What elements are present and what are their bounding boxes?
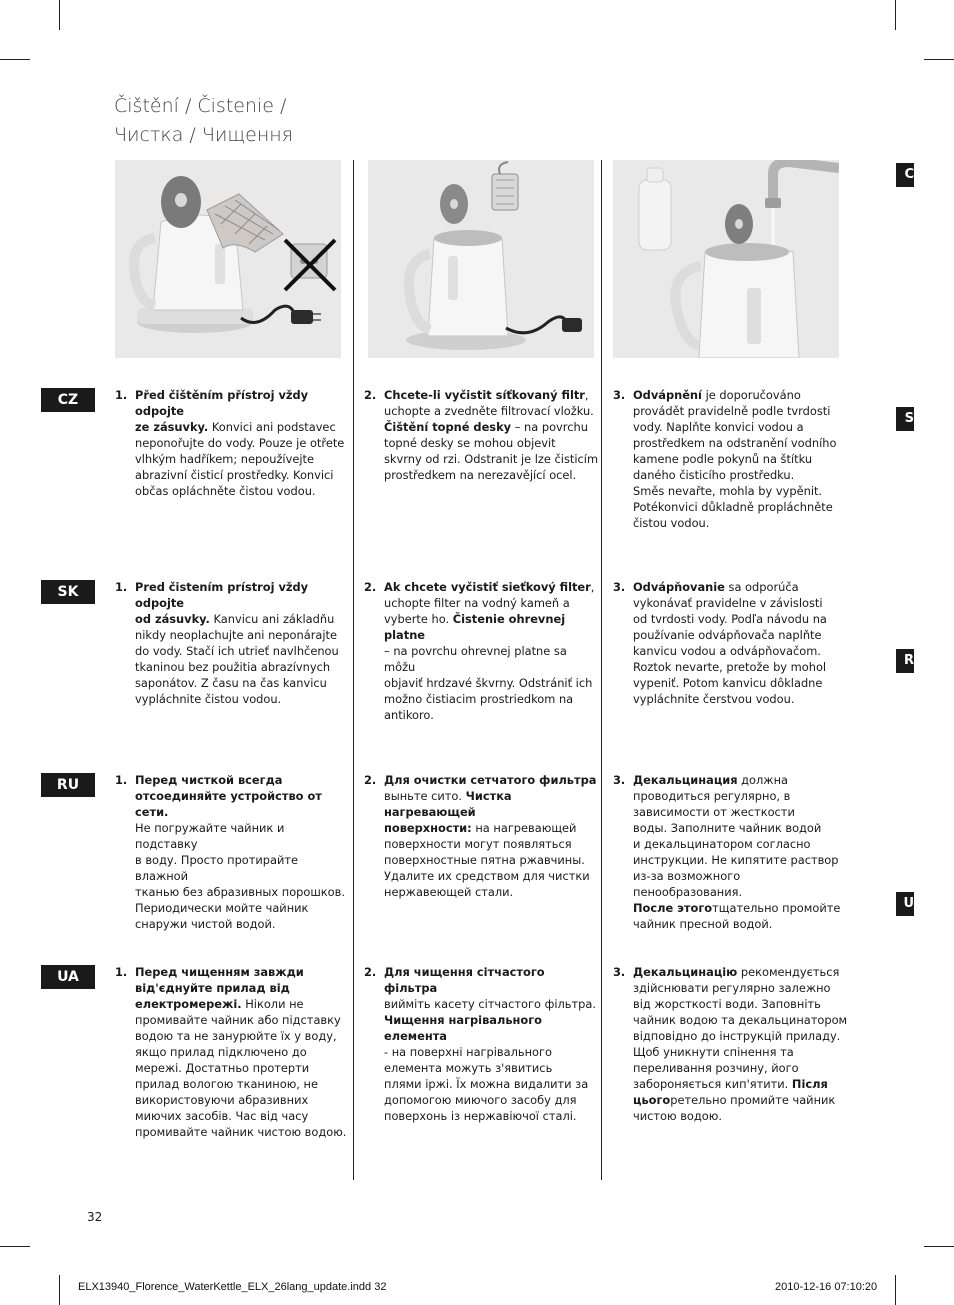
step-number: 1. bbox=[115, 388, 128, 402]
text-run: выньте сито. bbox=[384, 789, 466, 803]
step-number: 3. bbox=[613, 388, 626, 402]
language-tag-sk: SK bbox=[41, 580, 95, 604]
text-run: Не погружайте чайник и подставку bbox=[135, 821, 285, 851]
text-run: uchopte a zvedněte filtrovací vložku. bbox=[384, 404, 594, 418]
text-run: Kanvicu ani základňu bbox=[209, 612, 335, 626]
bold-text: від'єднуйте прилад від bbox=[135, 981, 290, 995]
text-run: плями іржі. Їх можна видалити за bbox=[384, 1077, 589, 1091]
text-run: якщо прилад підключено до bbox=[135, 1045, 307, 1059]
bold-text: Після bbox=[791, 1077, 828, 1091]
text-run: je doporučováno bbox=[701, 388, 801, 402]
step-text bbox=[384, 772, 599, 900]
step-number: 3. bbox=[613, 965, 626, 979]
text-run: забороняється кип'ятити. bbox=[633, 1077, 792, 1091]
text-run: skvrny od rzi. Odstranit je lze čisticím bbox=[384, 452, 599, 466]
bold-text: Ak chcete vyčistiť sieťkový filter bbox=[384, 580, 591, 594]
bold-text: Čistenie ohrevnej platne bbox=[384, 612, 566, 642]
text-run: відповідно до інструкцій приладу. bbox=[633, 1029, 841, 1043]
edge-tab: S bbox=[896, 407, 914, 431]
text-run: antikoro. bbox=[384, 708, 434, 722]
text-run: , bbox=[584, 388, 589, 402]
page-number: 32 bbox=[87, 1210, 103, 1224]
column-divider bbox=[601, 160, 602, 1180]
text-run: мережі. Достатньо протерти bbox=[135, 1061, 310, 1075]
step-number: 3. bbox=[613, 580, 626, 594]
text-run: Potékonvici důkladně propláchněte bbox=[633, 500, 833, 514]
bold-text: Перед чисткой всегда bbox=[135, 773, 283, 787]
bold-text: ze zásuvky. bbox=[135, 420, 209, 434]
text-run: снаружи чистой водой. bbox=[135, 917, 276, 931]
text-run: Směs nevařte, mohla by vypěnit. bbox=[633, 484, 823, 498]
page-title bbox=[114, 92, 293, 150]
text-run: допомогою миючого засобу для bbox=[384, 1093, 577, 1107]
bold-text: После этого bbox=[633, 901, 713, 915]
step-number: 2. bbox=[364, 388, 377, 402]
crop-mark bbox=[59, 1275, 60, 1305]
text-run: рекомендується bbox=[737, 965, 840, 979]
text-run: tkaninou bez použitia abrazívnych bbox=[135, 660, 331, 674]
text-run: прилад вологою тканиною, не bbox=[135, 1077, 318, 1091]
text-run: neponořujte do vody. Pouze je otřete bbox=[135, 436, 345, 450]
step-text bbox=[384, 387, 599, 483]
bold-text: електромережі. bbox=[135, 997, 242, 1011]
bold-text: Декальцинацію bbox=[633, 965, 738, 979]
bold-text: Для чищення сітчастого фільтра bbox=[384, 965, 545, 995]
crop-mark bbox=[895, 1275, 896, 1305]
text-run: чайник пресной водой. bbox=[633, 917, 773, 931]
text-run: - на поверхні нагрівального bbox=[384, 1045, 552, 1059]
text-run: чайник водою та декальцинатором bbox=[633, 1013, 848, 1027]
text-run: поверхности могут появляться bbox=[384, 837, 572, 851]
step-text bbox=[135, 387, 350, 499]
text-run: ретельно промийте чайник bbox=[670, 1093, 836, 1107]
bold-text: Chcete-li vyčistit síťkovaný filtr bbox=[384, 388, 585, 402]
kettle-filter-removal-illustration bbox=[368, 160, 594, 358]
text-run: sa odporúča bbox=[724, 580, 799, 594]
text-run: prostředkem na odstranění vodního bbox=[633, 436, 837, 450]
text-run: нержавеющей стали. bbox=[384, 885, 514, 899]
bold-text: Декальцинация bbox=[633, 773, 738, 787]
text-run: зависимости от жесткости bbox=[633, 805, 795, 819]
bold-text: Чистка нагревающей bbox=[384, 789, 512, 819]
text-run: vypláchnite čerstvou vodou. bbox=[633, 692, 795, 706]
text-run: , bbox=[590, 580, 595, 594]
text-run: воды. Заполните чайник водой bbox=[633, 821, 822, 835]
step-number: 1. bbox=[115, 580, 128, 594]
bold-text: отсоединяйте устройство от сети. bbox=[135, 789, 322, 819]
step-text bbox=[633, 579, 848, 707]
text-run: поверхонь із нержавіючої сталі. bbox=[384, 1109, 577, 1123]
text-run: čistou vodou. bbox=[633, 516, 710, 530]
text-run: тканью без абразивных порошков. bbox=[135, 885, 345, 899]
text-run: vyberte ho. bbox=[384, 612, 453, 626]
text-run: saponátov. Z času na čas kanvicu bbox=[135, 676, 327, 690]
text-run: používanie odvápňovača naplňte bbox=[633, 628, 822, 642]
text-run: в воду. Просто протирайте влажной bbox=[135, 853, 299, 883]
text-run: kamene podle pokynů na štítku bbox=[633, 452, 813, 466]
crop-mark bbox=[924, 1246, 954, 1247]
title-line: Чистка / Чищення bbox=[114, 124, 293, 146]
text-run: objaviť hrdzavé škvrny. Odstrániť ich bbox=[384, 676, 593, 690]
crop-mark bbox=[895, 0, 896, 30]
bold-text: Odvápňovanie bbox=[633, 580, 725, 594]
step-text bbox=[384, 579, 599, 723]
text-run: Konvici ani podstavec bbox=[208, 420, 336, 434]
step-text bbox=[135, 964, 350, 1140]
text-run: do vody. Stačí ich utrieť navlhčenou bbox=[135, 644, 339, 658]
crop-mark bbox=[0, 59, 30, 60]
footer-timestamp: 2010-12-16 07:10:20 bbox=[775, 1281, 878, 1293]
text-run: миючих засобів. Час від часу bbox=[135, 1109, 309, 1123]
text-run: abrazivní čisticí prostředky. Konvici bbox=[135, 468, 334, 482]
text-run: prostředkem na nerezavějící ocel. bbox=[384, 468, 577, 482]
text-run: вийміть касету сітчастого фільтра. bbox=[384, 997, 596, 1011]
text-run: možno čistiacim prostriedkom na bbox=[384, 692, 574, 706]
text-run: vody. Naplňte konvici vodou a bbox=[633, 420, 804, 434]
text-run: використовуючи абразивних bbox=[135, 1093, 309, 1107]
step-number: 2. bbox=[364, 580, 377, 594]
text-run: инструкции. Не кипятите раствор bbox=[633, 853, 839, 867]
text-run: provádět pravidelně podle tvrdosti bbox=[633, 404, 831, 418]
crop-mark bbox=[0, 1246, 30, 1247]
step-text bbox=[633, 964, 848, 1124]
kettle-cleaning-cloth-illustration bbox=[115, 160, 341, 358]
step-text bbox=[135, 772, 350, 932]
text-run: – na povrchu ohrevnej platne sa môžu bbox=[384, 644, 567, 674]
step-number: 1. bbox=[115, 773, 128, 787]
bold-text: цього bbox=[633, 1093, 671, 1107]
step-number: 2. bbox=[364, 773, 377, 787]
edge-tab: U bbox=[896, 892, 914, 916]
text-run: vykonávať pravidelne v závislosti bbox=[633, 596, 823, 610]
text-run: vypláchnite čistou vodou. bbox=[135, 692, 282, 706]
text-run: vypeniť. Potom kanvicu dôkladne bbox=[633, 676, 823, 690]
text-run: vlhkým hadříkem; nepoužívejte bbox=[135, 452, 314, 466]
text-run: topné desky se mohou objevit bbox=[384, 436, 556, 450]
step-text bbox=[633, 387, 848, 531]
language-tag-cz: CZ bbox=[41, 388, 95, 412]
bold-text: Перед чищенням завжди bbox=[135, 965, 304, 979]
text-run: должна bbox=[737, 773, 788, 787]
title-line: Čištění / Čistenie / bbox=[114, 95, 287, 117]
text-run: промивайте чайник або підставку bbox=[135, 1013, 341, 1027]
text-run: поверхностные пятна ржавчины. bbox=[384, 853, 585, 867]
bold-text: Před čištěním přístroj vždy odpojte bbox=[135, 388, 309, 418]
footer-file-info: ELX13940_Florence_WaterKettle_ELX_26lang_update.indd 32 bbox=[78, 1281, 387, 1293]
step-text bbox=[135, 579, 350, 707]
crop-mark bbox=[924, 59, 954, 60]
bold-text: Odvápnění bbox=[633, 388, 702, 402]
edge-tab: C bbox=[896, 163, 914, 187]
text-run: kanvicu vodou a odvápňovačom. bbox=[633, 644, 821, 658]
step-text bbox=[633, 772, 848, 932]
text-run: від жорсткості води. Заповніть bbox=[633, 997, 821, 1011]
text-run: Ніколи не bbox=[241, 997, 304, 1011]
step-text bbox=[384, 964, 599, 1124]
text-run: – na povrchu bbox=[511, 420, 588, 434]
step-number: 2. bbox=[364, 965, 377, 979]
column-divider bbox=[353, 160, 354, 1180]
bold-text: Čištění topné desky bbox=[384, 420, 512, 434]
text-run: тщательно промойте bbox=[712, 901, 841, 915]
text-run: и декальцинатором согласно bbox=[633, 837, 811, 851]
bold-text: Pred čistením prístroj vždy odpojte bbox=[135, 580, 309, 610]
text-run: из-за возможного пенообразования. bbox=[633, 869, 743, 899]
text-run: Щоб уникнути спінення та bbox=[633, 1045, 794, 1059]
language-tag-ru: RU bbox=[41, 773, 95, 797]
text-run: проводиться регулярно, в bbox=[633, 789, 791, 803]
text-run: промивайте чайник чистою водою. bbox=[135, 1125, 347, 1139]
text-run: здійснювати регулярно залежно bbox=[633, 981, 831, 995]
text-run: на нагревающей bbox=[471, 821, 577, 835]
text-run: Удалите их средством для чистки bbox=[384, 869, 590, 883]
bold-text: Для очистки сетчатого фильтра bbox=[384, 773, 597, 787]
bold-text: Чищення нагрівального елемента bbox=[384, 1013, 543, 1043]
edge-tab: R bbox=[896, 649, 914, 673]
text-run: водою та не занурюйте їх у воду, bbox=[135, 1029, 337, 1043]
step-number: 3. bbox=[613, 773, 626, 787]
text-run: od tvrdosti vody. Podľa návodu na bbox=[633, 612, 827, 626]
text-run: Roztok nevarte, pretože by mohol bbox=[633, 660, 827, 674]
kettle-descaling-illustration bbox=[613, 160, 839, 358]
step-number: 1. bbox=[115, 965, 128, 979]
text-run: елемента можуть з'явитись bbox=[384, 1061, 553, 1075]
text-run: občas opláchněte čistou vodou. bbox=[135, 484, 316, 498]
bold-text: поверхности: bbox=[384, 821, 472, 835]
text-run: uchopte filter na vodný kameň a bbox=[384, 596, 570, 610]
bold-text: od zásuvky. bbox=[135, 612, 210, 626]
text-run: чистою водою. bbox=[633, 1109, 722, 1123]
text-run: Периодически мойте чайник bbox=[135, 901, 309, 915]
text-run: daného čisticího prostředku. bbox=[633, 468, 795, 482]
crop-mark bbox=[59, 0, 60, 30]
text-run: nikdy neoplachujte ani neponárajte bbox=[135, 628, 338, 642]
language-tag-ua: UA bbox=[41, 965, 95, 989]
text-run: переливання розчину, його bbox=[633, 1061, 799, 1075]
